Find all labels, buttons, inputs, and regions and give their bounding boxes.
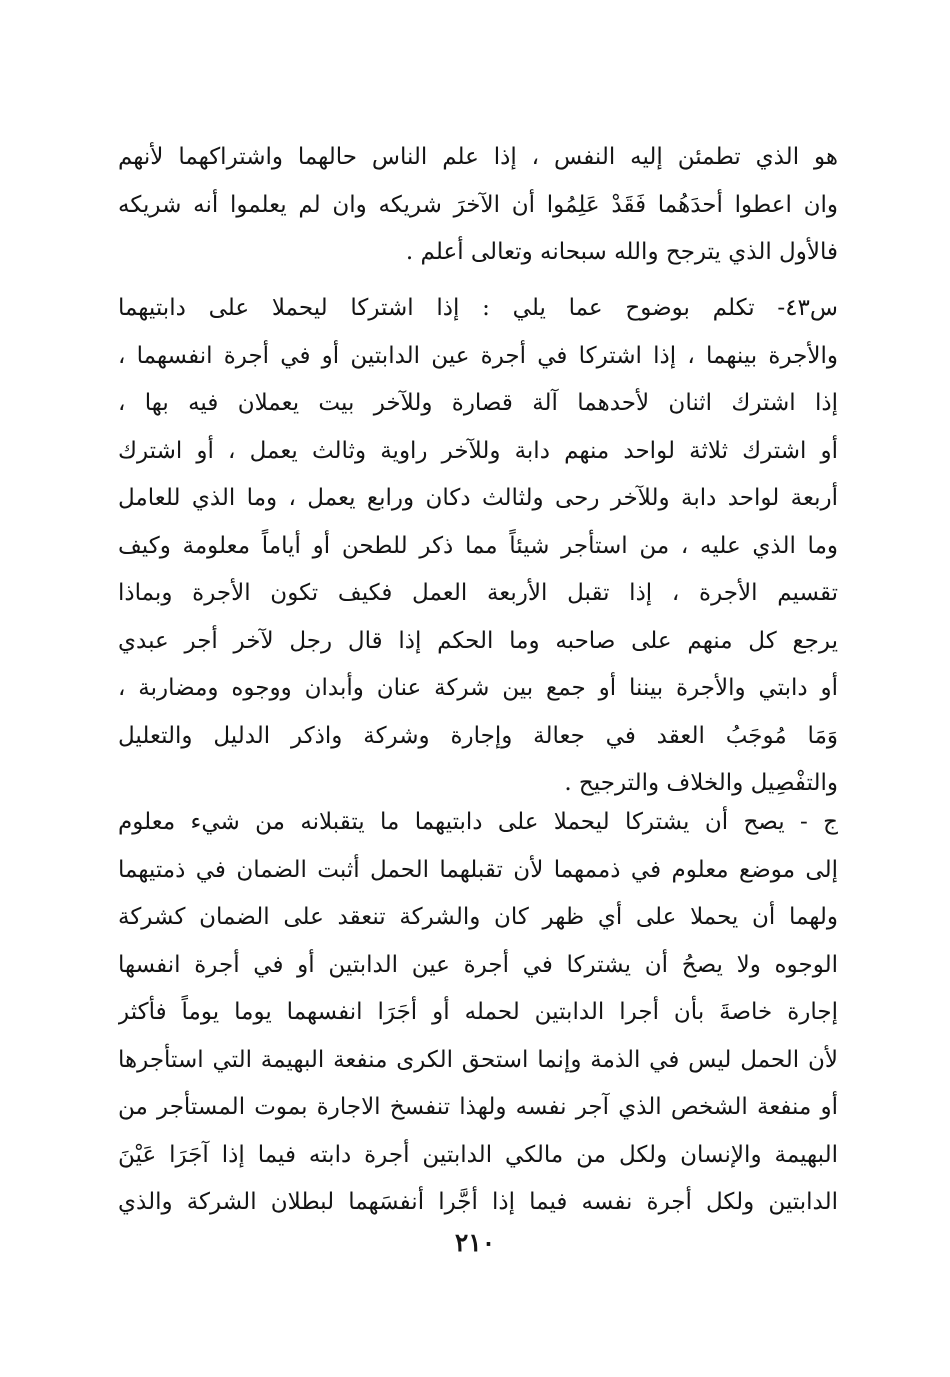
text-line: والأجرة بينهما ، إذا اشتركا في أجرة عين الدابتين أو في أجرة انفسهما ، (118, 342, 838, 369)
text-line: لأن الحمل ليس في الذمة وإنما استحق الكرى منفعة البهيمة التي استأجرها (118, 1046, 838, 1073)
text-line: وان اعطوا أحدَهُما فَقَدْ عَلِمُوا أن الآخرَ شريكه وان لم يعلموا أنه شريكه (118, 191, 838, 218)
text-line: أربعة لواحد دابة وللآخر رحى ولثالث دكان ورابع يعمل ، وما الذي للعامل (118, 485, 838, 511)
text-line: وما الذي عليه ، من استأجر شيئاً مما ذكر للطحن أو أياماً معلومة وكيف (118, 532, 838, 559)
text-line: أو دابتي والأجرة بيننا أو جمع بين شركة عنان وأبدان ووجوه ومضاربة ، (118, 675, 838, 701)
text-line: إلى موضع معلوم في ذممهما لأن تقبلهما الحمل أثبت الضمان في ذمتيهما (118, 856, 838, 883)
page-number: ٢١٠ (454, 1228, 496, 1257)
text-line: ج - يصح أن يشتركا ليحملا على دابتيهما ما يتقبلانه من شيء معلوم (118, 809, 838, 835)
text-line: الوجوه ولا يصحُ أن يشتركا في أجرة عين الدابتين أو في أجرة انفسها (118, 951, 838, 978)
text-line: إذا اشترك اثنان لأحدهما آلة قصارة وللآخر بيت يعملان فيه بها ، (118, 390, 838, 416)
text-line: س٤٣- تكلم بوضوح عما يلي : إذا اشتركا ليحملا على دابتيهما (118, 295, 838, 321)
paragraph-answer-43 (118, 799, 838, 1227)
text-line: فالأول الذي يترجح والله سبحانه وتعالى أعلم . (405, 239, 838, 265)
text-line: أو اشترك ثلاثة لواحد منهم دابة وللآخر راوية وثالث يعمل ، أو اشترك (118, 437, 838, 464)
paragraph-question-43 (118, 285, 838, 808)
text-line: يرجع كل منهم على صاحبه وما الحكم إذا قال رجل لآخر أجر عبدي (118, 627, 838, 654)
text-line: البهيمة والإنسان ولكل من مالكي الدابتين أجرة دابته فيما إذا آجَرَا عَيْنَ (118, 1141, 838, 1168)
text-line: أو منفعة الشخص الذي آجر نفسه ولهذا تنفسخ الاجارة بموت المستأجر من (118, 1094, 838, 1120)
text-line: الدابتين ولكل أجرة نفسه فيما إذا أجَّرا أنفسَهما لبطلان الشركة والذي (118, 1189, 838, 1215)
text-line: وَمَا مُوجَبُ العقد في جعالة وإجارة وشركة واذكر الدليل والتعليل (118, 722, 838, 749)
text-line: والتفْصِيل والخلاف والترجيح . (564, 770, 838, 796)
text-line: تقسيم الأجرة ، إذا تقبل الأربعة العمل فكيف تكون الأجرة وبماذا (118, 580, 838, 606)
text-line: إجارة خاصةَ بأن أجرا الدابتين لحمله أو أجَرَا انفسهما يوما يوماً فأكثر (118, 999, 838, 1025)
paragraph-answer-continuation (118, 134, 838, 277)
text-line: ولهما أن يحملا على أي ظهر كان والشركة تنعقد على الضمان كشركة (118, 904, 838, 930)
text-line: هو الذي تطمئن إليه النفس ، إذا علم الناس حالهما واشتراكهما لأنهم (118, 144, 838, 170)
